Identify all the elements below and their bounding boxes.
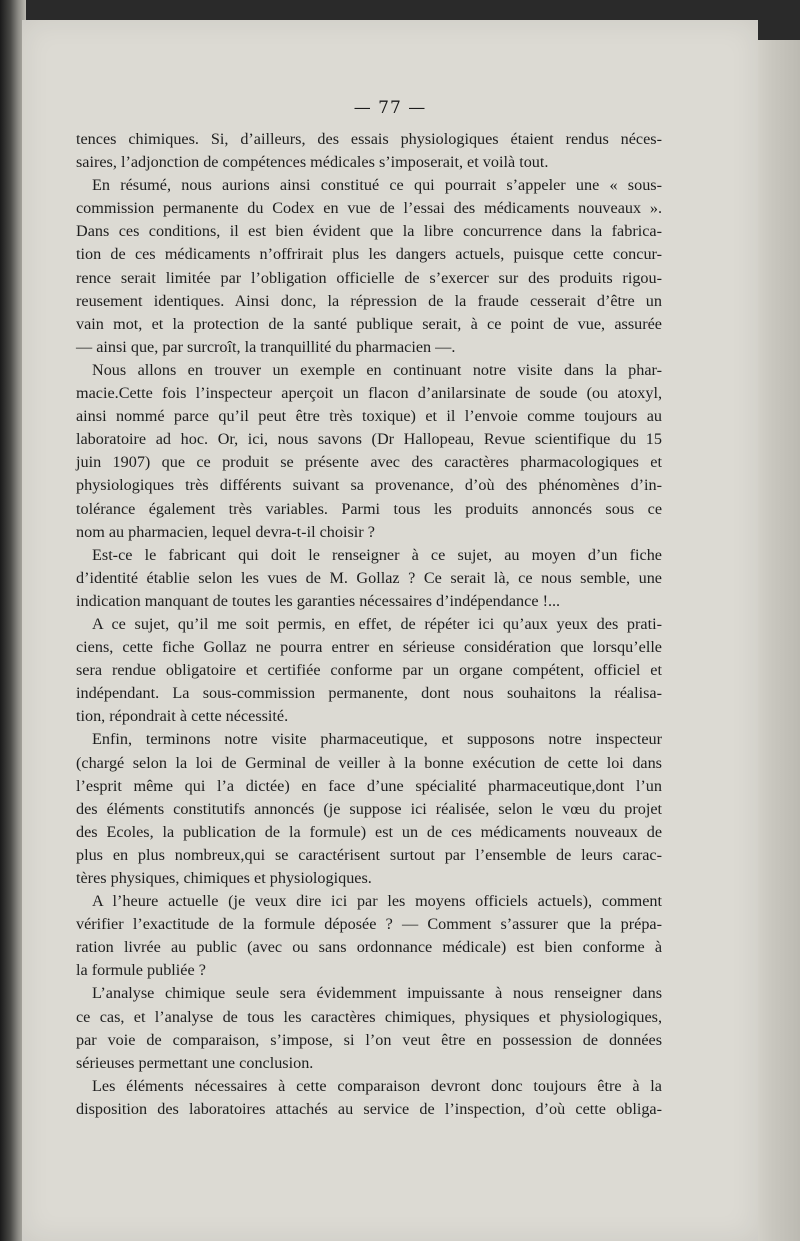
page-body-text: [76, 128, 662, 1121]
text-line: juin 1907) que ce produit se présente avec des caractères pharmacologiques et: [76, 453, 662, 472]
text-line: Dans ces conditions, il est bien évident que la libre concurrence dans la fabrica-: [76, 222, 662, 241]
next-page-edge: [752, 40, 800, 1241]
text-line: des Ecoles, la publication de la formule) est un de ces médicaments nouveaux de: [76, 822, 662, 841]
text-line: par voie de comparaison, s’impose, si l’on veut être en possession de données: [76, 1030, 662, 1049]
text-line: saires, l’adjonction de compétences médicales s’imposerait, et voilà tout.: [76, 153, 549, 172]
text-line: tences chimiques. Si, d’ailleurs, des essais physiologiques étaient rendus néces-: [76, 130, 662, 148]
text-line: commission permanente du Codex en vue de l’essai des médicaments nouveaux ».: [76, 199, 662, 218]
text-line: A l’heure actuelle (je veux dire ici par les moyens officiels actuels), comment: [92, 892, 662, 911]
text-line: laboratoire ad hoc. Or, ici, nous savons (Dr Hallopeau, Revue scientifique du 15: [76, 430, 662, 449]
text-line: vain mot, et la protection de la santé publique serait, à ce point de vue, assurée: [76, 314, 662, 333]
text-line: d’identité établie selon les vues de M. Gollaz ? Ce serait là, ce nous semble, une: [76, 568, 662, 587]
text-line: tères physiques, chimiques et physiologiques.: [76, 869, 372, 887]
text-line: vérifier l’exactitude de la formule déposée ? — Comment s’assurer que la prépa-: [76, 915, 662, 934]
text-line: macie.Cette fois l’inspecteur aperçoit un flacon d’anilarsinate de soude (ou atoxyl,: [76, 384, 662, 403]
text-line: Enfin, terminons notre visite pharmaceutique, et supposons notre inspecteur: [92, 730, 662, 749]
text-line: ration livrée au public (avec ou sans ordonnance médicale) est bien conforme à: [76, 938, 662, 957]
text-line: sérieuses permettant une conclusion.: [76, 1053, 314, 1072]
text-line: des éléments constitutifs annoncés (je suppose ici réalisée, selon le vœu du projet: [76, 799, 662, 818]
text-line: sera rendue obligatoire et certifiée conforme par un organe compétent, officiel et: [76, 661, 662, 680]
page-number: — 77 —: [353, 98, 427, 118]
text-line: disposition des laboratoires attachés au service de l’inspection, d’où cette obliga-: [76, 1099, 662, 1118]
text-line: tolérance également très variables. Parmi tous les produits annoncés sous ce: [76, 499, 662, 518]
text-line: A ce sujet, qu’il me soit permis, en effet, de répéter ici qu’aux yeux des prati-: [92, 614, 662, 633]
text-line: plus en plus nombreux,qui se caractérisent surtout par l’ensemble de leurs carac-: [76, 845, 662, 864]
text-line: — ainsi que, par surcroît, la tranquillité du pharmacien —.: [76, 337, 456, 356]
text-line: L’analyse chimique seule sera évidemment impuissante à nous renseigner dans: [92, 984, 662, 1003]
text-line: physiologiques très différents suivant sa provenance, d’où des phénomènes d’in-: [76, 476, 662, 495]
book-page: [22, 20, 758, 1241]
text-line: tion, répondrait à cette nécessité.: [76, 707, 289, 726]
text-line: ainsi nommé parce qu’il peut être très toxique) et il l’envoie comme toujours au: [76, 407, 662, 426]
text-line: indication manquant de toutes les garanties nécessaires d’indépendance !...: [76, 591, 561, 610]
text-line: l’esprit même qui l’a dictée) en face d’une spécialité pharmaceutique,dont l’un: [76, 776, 662, 795]
text-line: tion de ces médicaments n’offrirait plus les dangers actuels, puisque cette concur-: [76, 245, 662, 264]
text-line: (chargé selon la loi de Germinal de veiller à la bonne exécution de cette loi dans: [76, 753, 662, 772]
text-line: Les éléments nécessaires à cette comparaison devront donc toujours être à la: [92, 1076, 662, 1095]
text-line: En résumé, nous aurions ainsi constitué ce qui pourrait s’appeler une « sous-: [92, 176, 662, 195]
text-line: nom au pharmacien, lequel devra-t-il choisir ?: [76, 522, 375, 541]
text-line: indépendant. La sous-commission permanente, dont nous souhaitons la réalisa-: [76, 684, 662, 703]
text-line: Est-ce le fabricant qui doit le renseigner à ce sujet, au moyen d’un fiche: [92, 545, 662, 564]
text-line: la formule publiée ?: [76, 961, 206, 980]
text-line: ce cas, et l’analyse de tous les caractères chimiques, physiques et physiologiques,: [76, 1007, 662, 1026]
text-line: reusement identiques. Ainsi donc, la répression de la fraude cesserait d’être un: [76, 291, 662, 310]
text-line: Nous allons en trouver un exemple en continuant notre visite dans la phar-: [92, 360, 662, 379]
text-line: ciens, cette fiche Gollaz ne pourra entrer en sérieuse considération que lorsqu’elle: [76, 638, 662, 657]
text-line: rence serait limitée par l’obligation officielle de s’exercer sur des produits rigou-: [76, 268, 662, 287]
